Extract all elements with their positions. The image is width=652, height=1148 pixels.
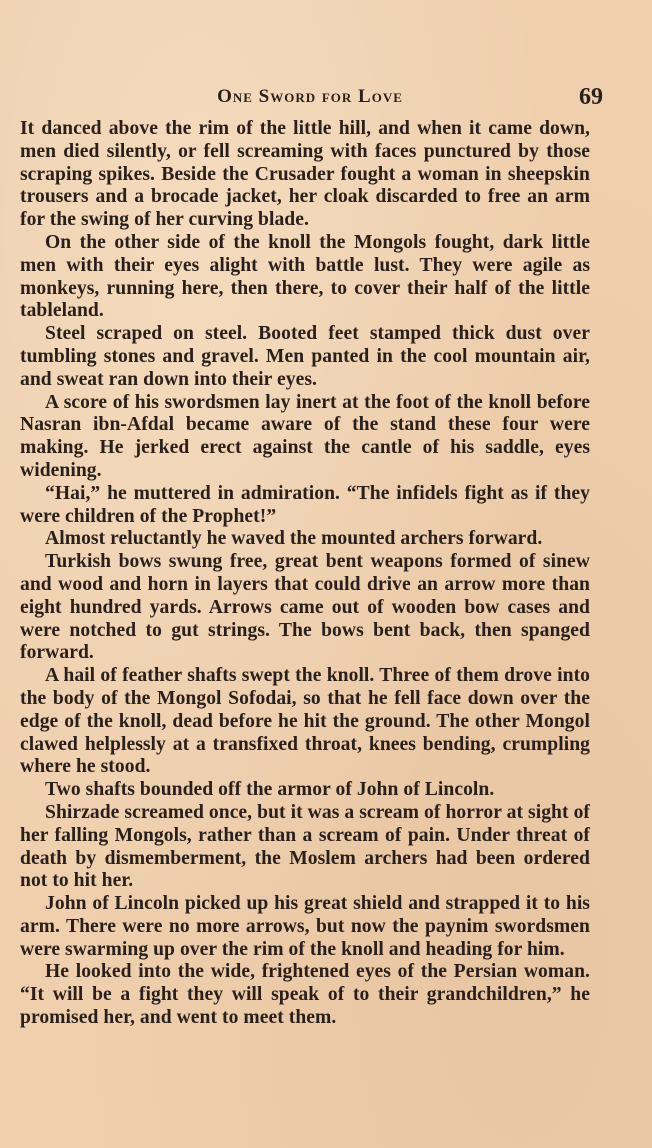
paragraph: Turkish bows swung free, great bent weapons formed of sinew and wood and horn in layers that could drive an arrow more than eight hundred yards. Arrows came out of wooden bow cases and were notched to gut strings. The bows bent back, then spanged forward.	[20, 551, 590, 664]
body-text	[20, 118, 590, 1030]
paragraph: Almost reluctantly he waved the mounted archers forward.	[45, 528, 543, 550]
paragraph: John of Lincoln picked up his great shield and strapped it to his arm. There were no more arrows, but now the paynim swordsmen were swarming up over the rim of the knoll and heading for him.	[20, 893, 590, 960]
paragraph: Steel scraped on steel. Booted feet stamped thick dust over tumbling stones and gravel. Men panted in the cool mountain air, and sweat ran down into their eyes.	[20, 323, 590, 390]
paragraph: A hail of feather shafts swept the knoll. Three of them drove into the body of the Mongol Sofodai, so that he fell face down over the edge of the knoll, dead before he hit the ground. The other Mongol clawed helplessly at a transfixed throat, knees bending, crumpling where he stood.	[20, 665, 590, 778]
paragraph: Two shafts bounded off the armor of John of Lincoln.	[45, 779, 495, 801]
paragraph: It danced above the rim of the little hill, and when it came down, men died silently, or fell screaming with faces punctured by those scraping spikes. Beside the Crusader fought a woman in sheepskin trousers and a brocade jacket, her cloak discarded to free an arm for the swing of her curving blade.	[20, 118, 590, 231]
paragraph: A score of his swordsmen lay inert at the foot of the knoll before Nasran ibn-Afdal became aware of the stand these four were making. He jerked erect against the cantle of his saddle, eyes widening.	[20, 391, 590, 481]
paragraph: He looked into the wide, frightened eyes of the Persian woman. “It will be a fight they will speak of to their grandchildren,” he promised her, and went to meet them.	[20, 961, 590, 1029]
page-number: 69	[579, 84, 603, 110]
running-title: One Sword for Love	[217, 86, 403, 107]
paragraph: “Hai,” he muttered in admiration. “The infidels fight as if they were children of the Prophet!”	[20, 482, 590, 527]
page-header	[20, 84, 603, 114]
paragraph: On the other side of the knoll the Mongols fought, dark little men with their eyes alight with battle lust. They were agile as monkeys, running here, then there, to cover their half of the little tableland.	[20, 231, 590, 322]
paragraph: Shirzade screamed once, but it was a scream of horror at sight of her falling Mongols, rather than a scream of pain. Under threat of death by dismemberment, the Moslem archers had been ordered not to hit her.	[20, 801, 590, 892]
